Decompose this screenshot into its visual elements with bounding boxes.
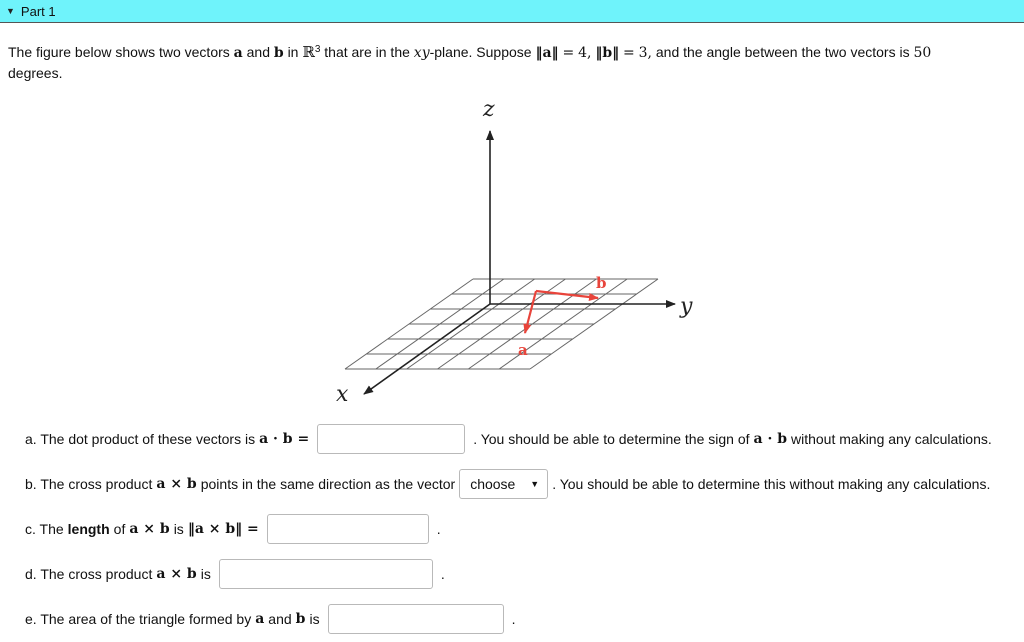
dot-product-expr: a · b = — [259, 431, 310, 447]
question-b-hint: . You should be able to determine this without making any calculations. — [552, 476, 991, 492]
equals-sign: = — [623, 45, 635, 61]
caret-down-icon: ▼ — [530, 479, 540, 489]
dot-product-expr-inline: a · b — [753, 431, 787, 447]
problem-intro — [8, 40, 998, 83]
vector-a-symbol: a — [233, 45, 243, 61]
intro-text-4: and the angle between the two vectors is — [655, 44, 910, 60]
intro-text: The figure below shows two vectors — [8, 44, 230, 60]
norm-a-value: 4, — [578, 45, 592, 61]
cross-product-norm-expr: ‖a × b‖ = — [187, 521, 259, 537]
intro-text-2: that are in the — [324, 44, 410, 60]
norm-a: ‖a‖ — [535, 45, 559, 61]
question-c-is: is — [173, 521, 184, 537]
cross-product-expr: a × b — [129, 521, 170, 537]
plane-variable: xy — [413, 45, 430, 61]
question-d-period: . — [440, 566, 445, 582]
vector-diagram-svg — [328, 93, 706, 411]
vector-a-symbol: a — [255, 611, 265, 627]
norm-b: ‖b‖ — [595, 45, 620, 61]
direction-select[interactable] — [459, 469, 548, 499]
cross-length-input[interactable] — [267, 514, 429, 544]
vector-a-label: a — [518, 341, 528, 359]
collapse-triangle-icon[interactable]: ▼ — [6, 6, 15, 16]
cross-product-expr: a × b — [156, 566, 197, 582]
part-header[interactable] — [0, 0, 1024, 23]
intro-text-3: -plane. Suppose — [429, 44, 532, 60]
xy-plane-grid — [345, 279, 658, 369]
norm-b-value: 3, — [638, 45, 652, 61]
question-e-text: e. The area of the triangle formed by — [25, 611, 252, 627]
angle-value: 50 — [913, 45, 932, 61]
question-b — [25, 469, 990, 499]
vector-a-arrow — [525, 291, 536, 333]
vector-b-label: b — [596, 274, 607, 292]
question-e — [25, 604, 515, 634]
y-axis-label: y — [680, 294, 693, 319]
question-a — [25, 424, 992, 454]
intro-text-5: degrees. — [8, 65, 63, 81]
question-e-and: and — [268, 611, 292, 627]
length-word: length — [67, 521, 110, 537]
question-c-of: of — [113, 521, 126, 537]
question-a-text: a. The dot product of these vectors is — [25, 431, 256, 447]
vector-b-symbol: b — [295, 611, 306, 627]
intro-and: and — [246, 44, 270, 60]
question-d-text: d. The cross product — [25, 566, 153, 582]
dot-product-input[interactable] — [317, 424, 465, 454]
triangle-area-input[interactable] — [328, 604, 504, 634]
cross-product-input[interactable] — [219, 559, 433, 589]
x-axis — [364, 304, 490, 394]
vector-figure — [328, 93, 706, 411]
direction-select-value: choose — [470, 476, 516, 492]
question-c-text: c. The — [25, 521, 64, 537]
question-c-period: . — [436, 521, 441, 537]
question-b-text-2: points in the same direction as the vector — [200, 476, 456, 492]
cross-product-expr: a × b — [156, 476, 197, 492]
intro-in: in — [287, 44, 299, 60]
z-axis-label: z — [483, 97, 495, 122]
part-title: Part 1 — [20, 3, 56, 19]
question-e-period: . — [511, 611, 516, 627]
vector-b-symbol: b — [273, 45, 284, 61]
question-d — [25, 559, 445, 589]
real-space-exponent: 3 — [314, 44, 321, 55]
question-e-is: is — [309, 611, 320, 627]
real-space-symbol: ℝ — [302, 43, 315, 61]
x-axis-label: x — [336, 382, 349, 407]
question-c — [25, 514, 441, 544]
question-b-text: b. The cross product — [25, 476, 153, 492]
question-a-hint-2: without making any calculations. — [791, 431, 992, 447]
equals-sign: = — [562, 45, 575, 61]
question-a-hint: . You should be able to determine the sign of — [473, 431, 750, 447]
question-d-is: is — [200, 566, 211, 582]
